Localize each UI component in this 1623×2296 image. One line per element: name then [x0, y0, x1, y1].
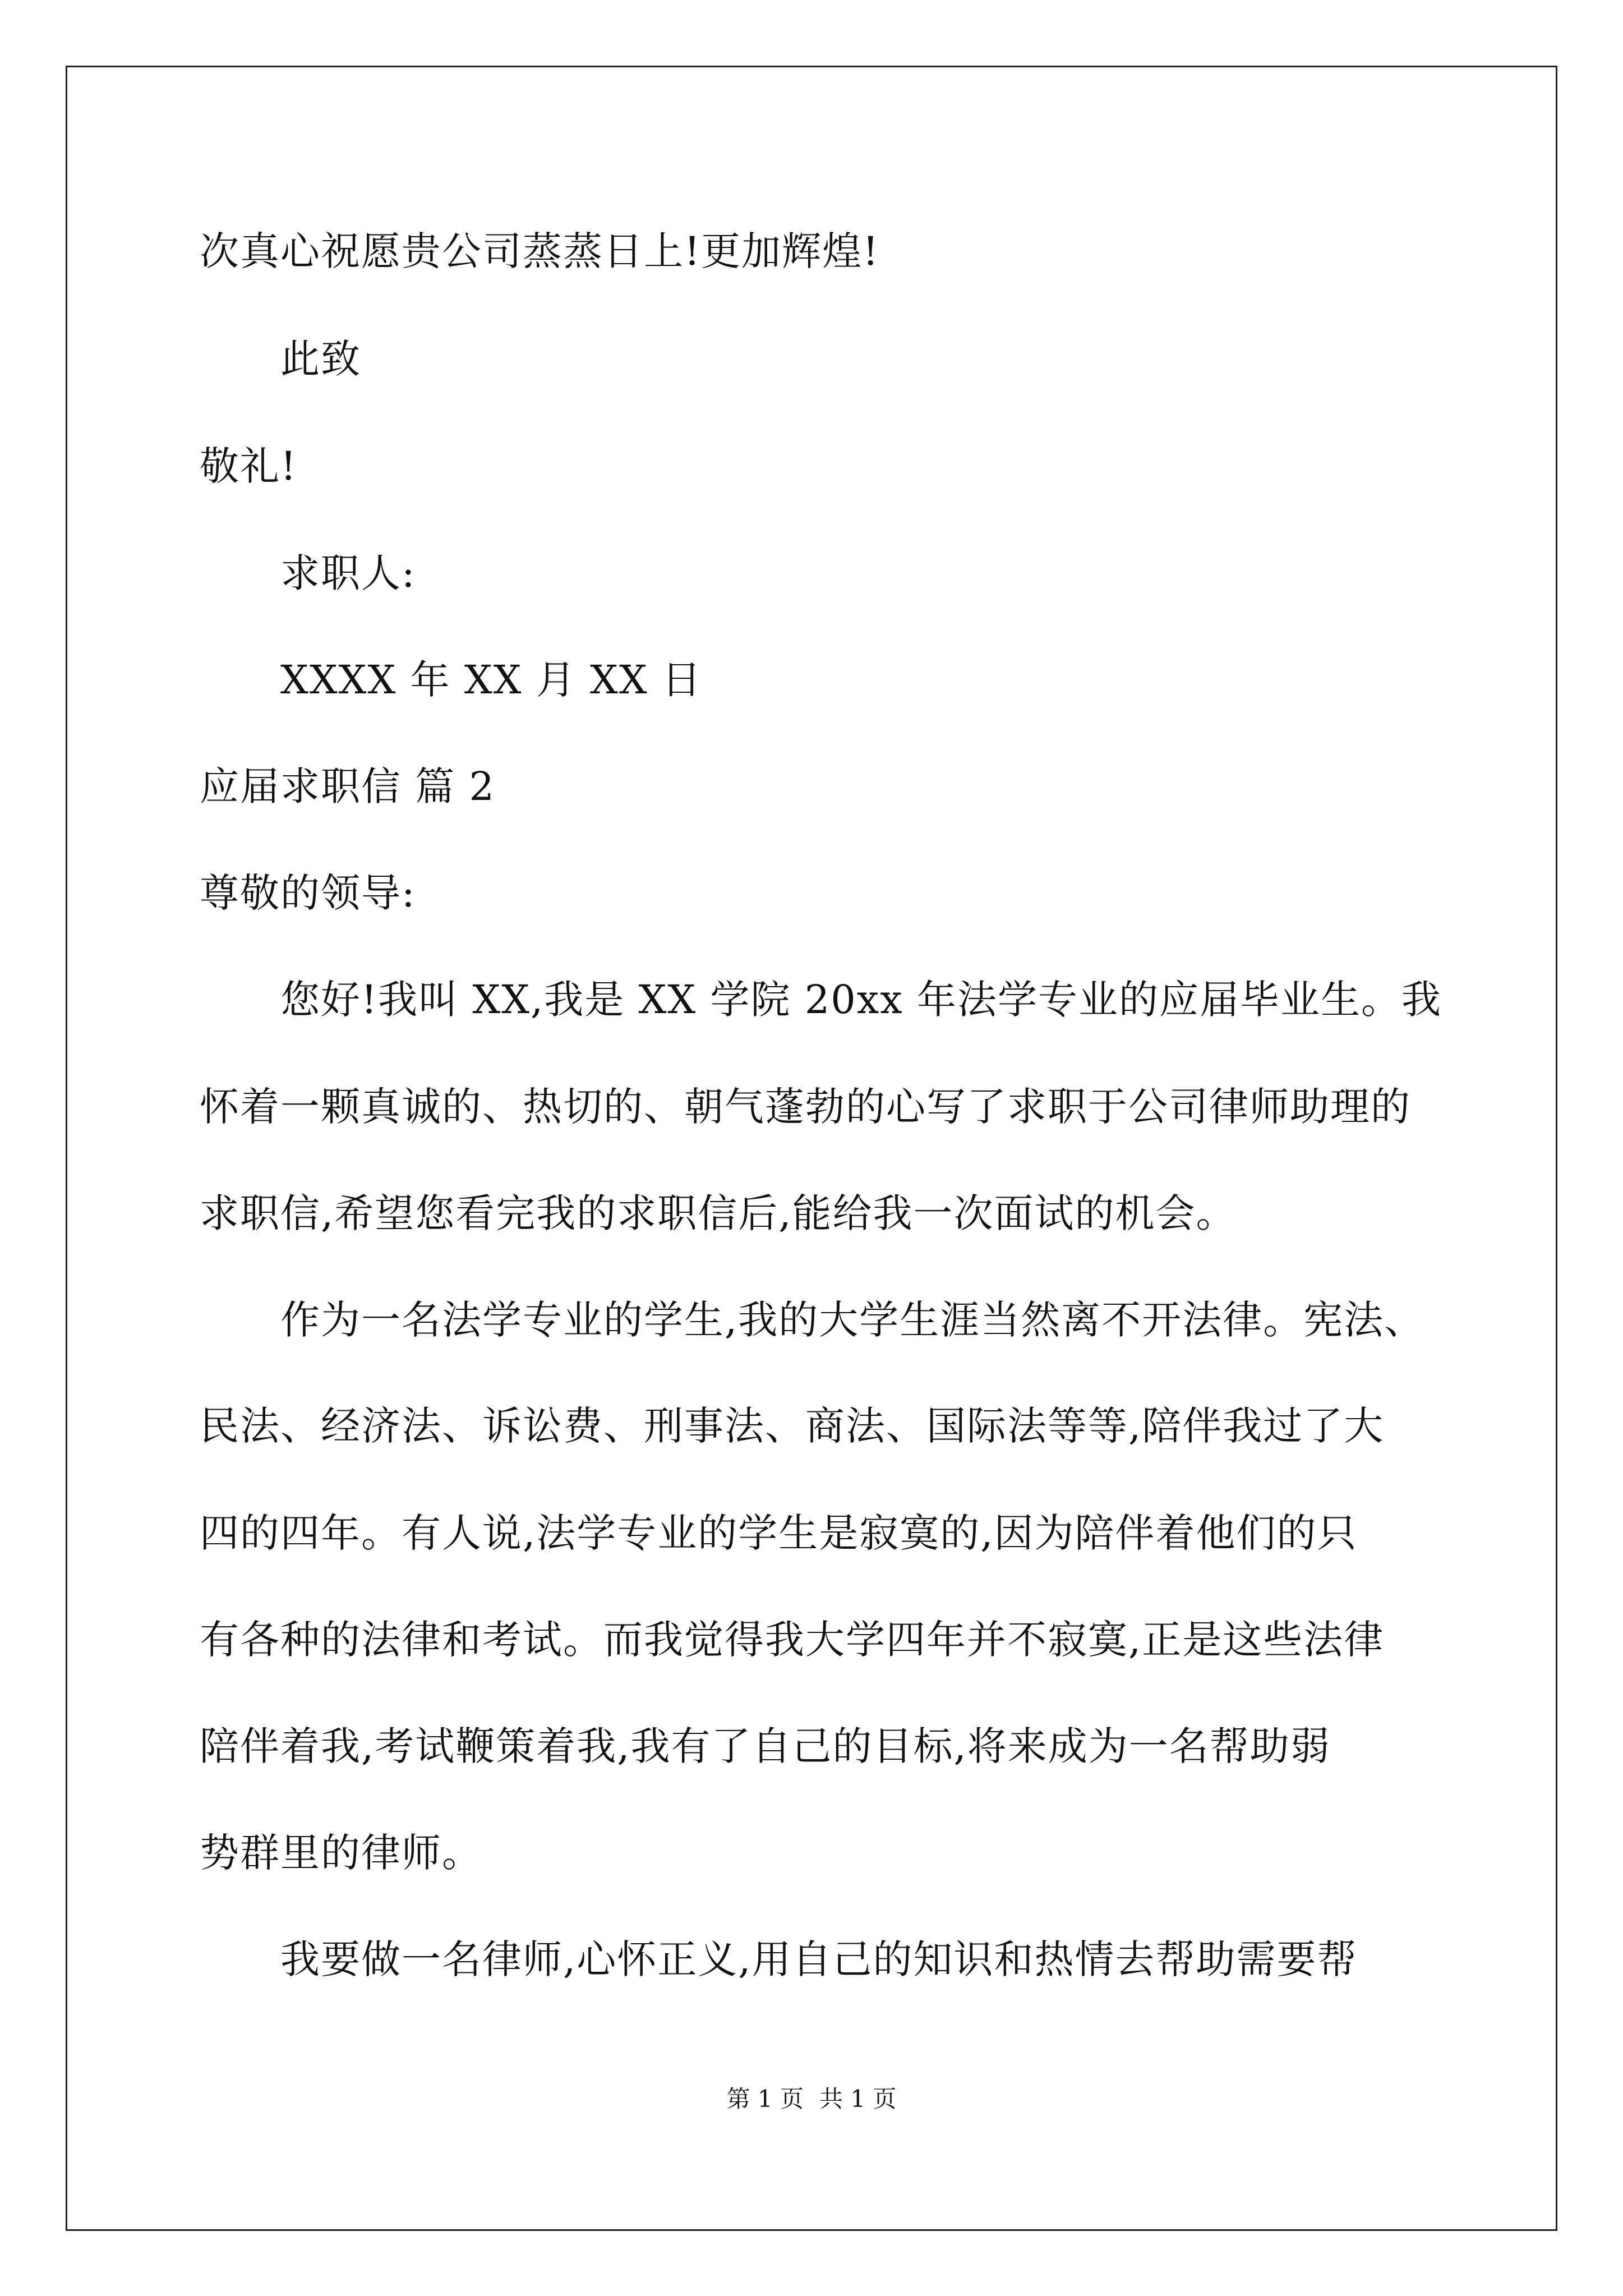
paragraph-line: 四的四年。有人说,法学专业的学生是寂寞的,因为陪伴着他们的只	[200, 1510, 1358, 1556]
closing-wish-line: 次真心祝愿贵公司蒸蒸日上!更加辉煌!	[200, 228, 880, 274]
date-line: XXXX 年 XX 月 XX 日	[280, 657, 702, 703]
salutation-jingli: 敬礼!	[200, 443, 298, 489]
paragraph-line: 怀着一颗真诚的、热切的、朝气蓬勃的心写了求职于公司律师助理的	[200, 1084, 1411, 1130]
paragraph-line: 民法、经济法、诉讼费、刑事法、商法、国际法等等,陪伴我过了大	[200, 1403, 1385, 1449]
page-number-current: 第 1 页	[726, 2085, 804, 2113]
applicant-label: 求职人:	[280, 550, 416, 596]
page-number-total: 共 1 页	[819, 2085, 897, 2113]
page-footer	[0, 2082, 1623, 2116]
section-heading: 应届求职信 篇 2	[200, 763, 496, 809]
paragraph-line: 我要做一名律师,心怀正义,用自己的知识和热情去帮助需要帮	[280, 1936, 1358, 1982]
paragraph-line: 作为一名法学专业的学生,我的大学生涯当然离不开法律。宪法、	[280, 1297, 1425, 1343]
paragraph-line: 有各种的法律和考试。而我觉得我大学四年并不寂寞,正是这些法律	[200, 1617, 1385, 1663]
paragraph-line: 求职信,希望您看完我的求职信后,能给我一次面试的机会。	[200, 1190, 1237, 1236]
greeting-line: 尊敬的领导:	[200, 870, 416, 916]
paragraph-line: 势群里的律师。	[200, 1830, 482, 1876]
paragraph-line: 您好!我叫 XX,我是 XX 学院 20xx 年法学专业的应届毕业生。我	[280, 977, 1442, 1023]
paragraph-line: 陪伴着我,考试鞭策着我,我有了自己的目标,将来成为一名帮助弱	[200, 1723, 1331, 1769]
page-frame	[66, 66, 1557, 2231]
salutation-cizhi: 此致	[280, 336, 361, 382]
